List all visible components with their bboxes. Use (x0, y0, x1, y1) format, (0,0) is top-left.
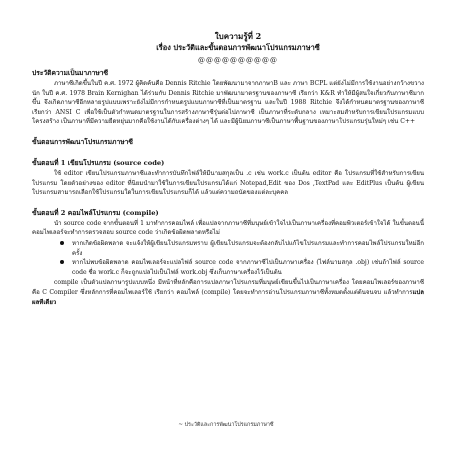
page-footer: ~ ประวัติและการพัฒนาโปรแกรมภาษาซี (178, 422, 274, 428)
step1-heading: ขั้นตอนที่ 1 เขียนโปรแกรม (source code) (32, 158, 165, 167)
step2-bullet-list (32, 239, 424, 277)
page-subtitle: เรื่อง ประวัติและขั้นตอนการพัฒนาโปรแกรมภาษาซี (156, 43, 320, 52)
bullet-text: หากไม่พบข้อผิดพลาด คอมไพเลอร์จะแปลไฟล์ source code จากภาษาซีไปเป็นภาษาเครื่อง (ไฟล์นามสกุล .obj) เช่นถ้าไฟล์ source code ชื่อ work.c ก็จะถูกแปลไปเป็นไฟล์ work.obj ซึ่งเก็บภาษาเครื่องไว้เป็นต้น (72, 259, 424, 276)
list-item (72, 239, 424, 258)
compile-paragraph (32, 278, 424, 307)
list-item (72, 258, 424, 277)
decorative-separator: @@@@@@@@@@ (198, 56, 278, 64)
step1-paragraph: ใช้ editor เขียนโปรแกรมภาษาซีและทำการบันทึกไฟล์ให้มีนามสกุลเป็น .c เช่น work.c เป็นต้น editor คือ โปรแกรมที่ใช้สำหรับการเขียนโปรแกรม โดยตัวอย่างของ editor ที่นิยมนำมาใช้ในการเขียนโปรแกรมได้แก่ Notepad,Edit ของ Dos ,TextPad และ EditPlus เป็นต้น ผู้เขียนโปรแกรมสามารถเลือกใช้โปรแกรมใดในการเขียนโปรแกรมก็ได้ แล้วแต่ความถนัดของแต่ละบุคคล (32, 169, 424, 197)
bullet-icon (60, 260, 64, 264)
section-heading-history: ประวัติความเป็นมาภาษาซี (32, 69, 109, 77)
compile-text: compile เป็นตัวแปลภาษารูปแบบหนึ่ง มีหน้าที่หลักคือการแปลภาษาโปรแกรมที่มนุษย์เขียนขึ้นไปเป็นภาษาเครื่อง โดยคอมไพเลอร์ของภาษาซี คือ C Compiler ซึ่งหลักการที่คอมไพเลอร์ใช้ เรียกว่า คอมไพล์ (compile) โดยจะทำการอ่านโปรแกรมภาษาซีทั้งหมดตั้งแต่ต้นจนจบ แล้วทำการ (32, 279, 424, 296)
bullet-text: หากเกิดข้อผิดพลาด จะแจ้งให้ผู้เขียนโปรแกรมทราบ ผู้เขียนโปรแกรมจะต้องกลับไปแก้ไขโปรแกรมและทำการคอมไพล์โปรแกรมใหม่อีกครั้ง (72, 239, 424, 257)
bullet-icon (60, 241, 64, 245)
step2-paragraph: นำ source code จากขั้นตอนที่ 1 มาทำการคอมไพล์ เพื่อแปลจากภาษาซีที่มนุษย์เข้าใจไปเป็นภาษาเครื่องที่คอมพิวเตอร์เข้าใจได้ ในขั้นตอนนี้คอมไพเลอร์จะทำการตรวจสอบ source code ว่าเกิดข้อผิดพลาดหรือไม่ (32, 219, 424, 237)
compile-bold-text: แปลผลทีเดียว (32, 288, 424, 306)
section-heading-development-steps: ขั้นตอนการพัฒนาโปรแกรมภาษาซี (32, 137, 133, 146)
page-title: ใบความรู้ที่ 2 (214, 31, 262, 41)
history-paragraph: ภาษาซีเกิดขึ้นในปี ค.ศ. 1972 ผู้คิดค้นคือ Dennis Ritchie โดยพัฒนามาจากภาษาB และ ภาษา BCPL แต่ยังไม่มีการใช้งานอย่างกว้างขวางนัก ในปี ค.ศ. 1978 Brain Kernighan ได้ร่วมกับ Dennis Ritchie มาพัฒนามาตรฐานของภาษาซี เรียกว่า K&R ทำให้มีผู้สนใจเกี่ยวกับภาษาซีมากขึ้น จึงเกิดภาษาซีอีกหลายรูปแบบเพราะยังไม่มีการกำหนดรูปแบบภาษาซีที่เป็นมาตรฐาน และในปี 1988 Ritchie จึงได้กำหนดมาตรฐานของภาษาซี เรียกว่า ANSI C เพื่อใช้เป็นตัวกำหนดมาตรฐานในการสร้างภาษาซีรุ่นต่อไปภาษาซี เป็นภาษาที่ระดับกลาง เหมาะสมสำหรับการเขียนโปรแกรมแบบโครงสร้าง เป็นภาษาที่มีความยืดหยุ่นมากคือใช้งานได้กับเครื่องต่างๆ ได้ และมีผู้นิยมภาษาซีเป็นภาษาพื้นฐานของภาษาโปรแกรมรุ่นใหม่ๆ เช่น C++ (32, 80, 424, 126)
step2-heading: ขั้นตอนที่ 2 คอมไพล์โปรแกรม (compile) (32, 208, 159, 217)
